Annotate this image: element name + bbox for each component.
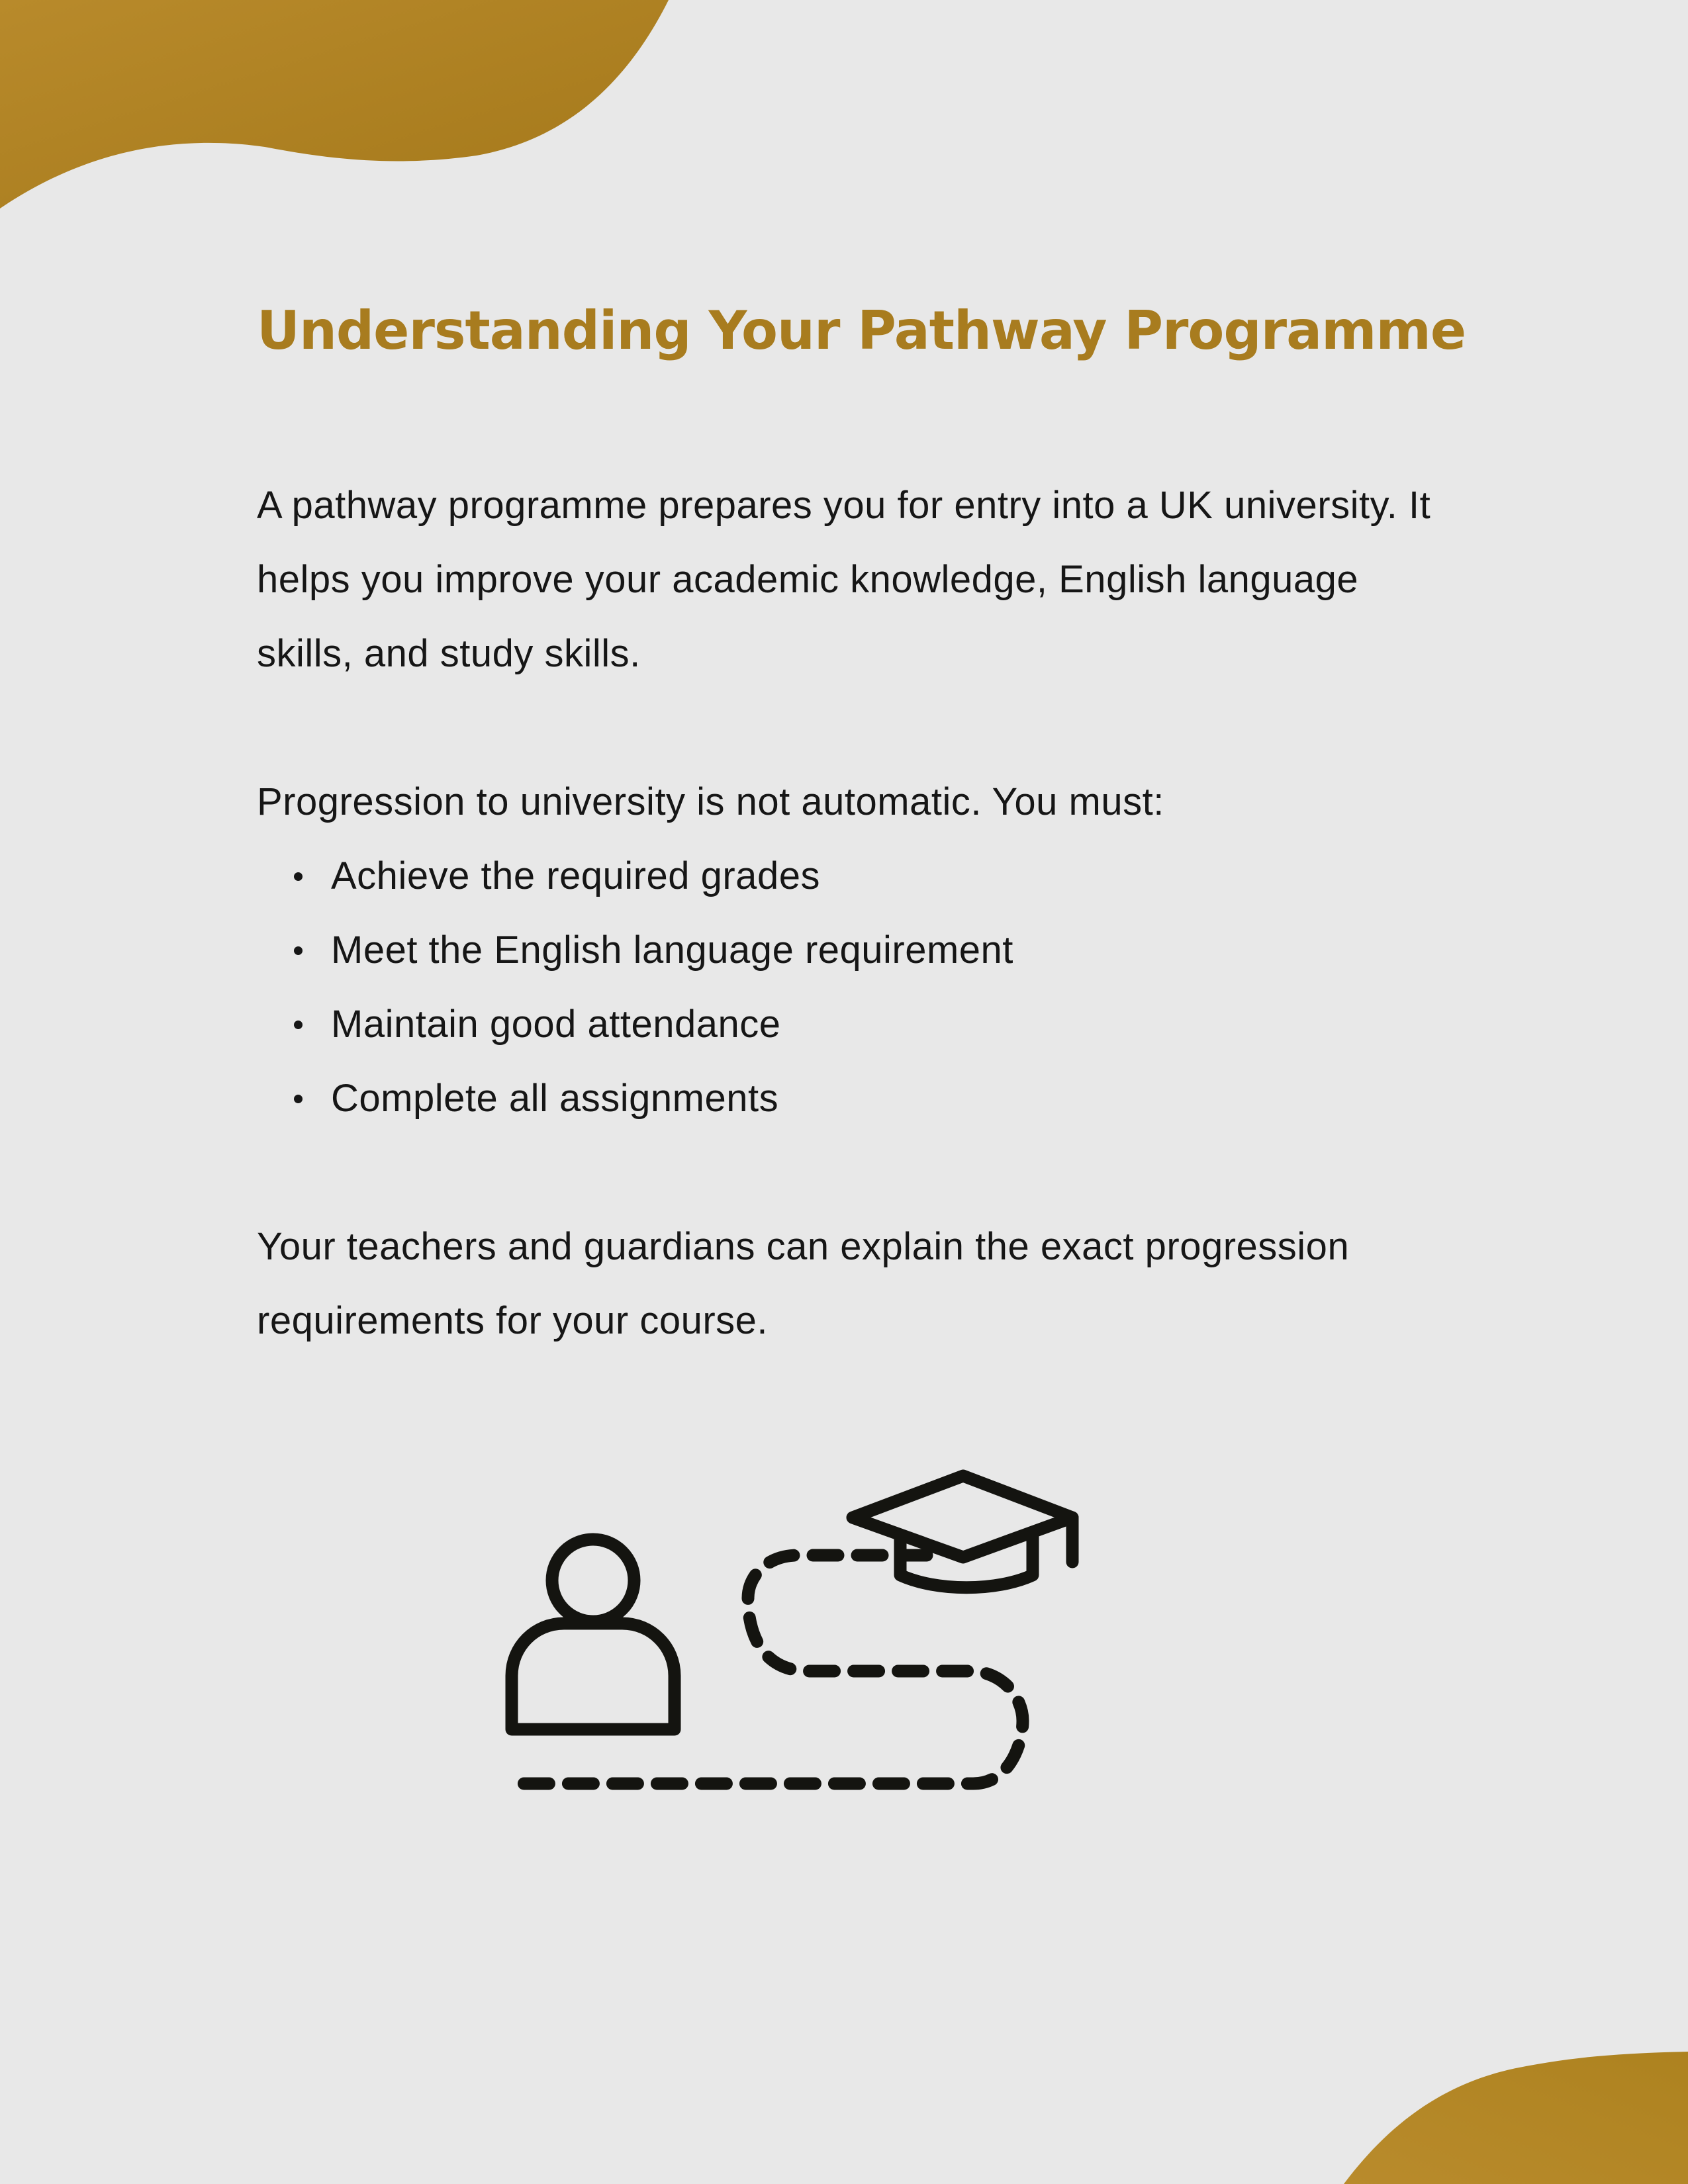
- graduation-cap-icon: [853, 1476, 1072, 1588]
- closing-paragraph: Your teachers and guardians can explain the exact progression requirements for your course.: [257, 1225, 1350, 1342]
- pathway-illustration: [490, 1449, 1205, 1820]
- requirement-item: Maintain good attendance: [294, 987, 1462, 1062]
- document-body: [257, 291, 1466, 1358]
- requirement-item: Complete all assignments: [294, 1062, 1462, 1136]
- requirement-item: Achieve the required grades: [294, 839, 1462, 913]
- student-icon: [512, 1539, 675, 1729]
- progression-lead: Progression to university is not automatic. You must:: [257, 780, 1164, 823]
- requirements-list: [257, 839, 1462, 1136]
- requirement-item: Meet the English language requirement: [294, 913, 1462, 987]
- page-title: Understanding Your Pathway Programme: [257, 300, 1466, 361]
- decorative-top-blob: [0, 0, 675, 212]
- intro-paragraph: A pathway programme prepares you for entry into a UK university. It helps you improve your academic knowledge, English language skills, and study skills.: [257, 484, 1431, 675]
- decorative-bottom-blob: [1344, 2052, 1688, 2184]
